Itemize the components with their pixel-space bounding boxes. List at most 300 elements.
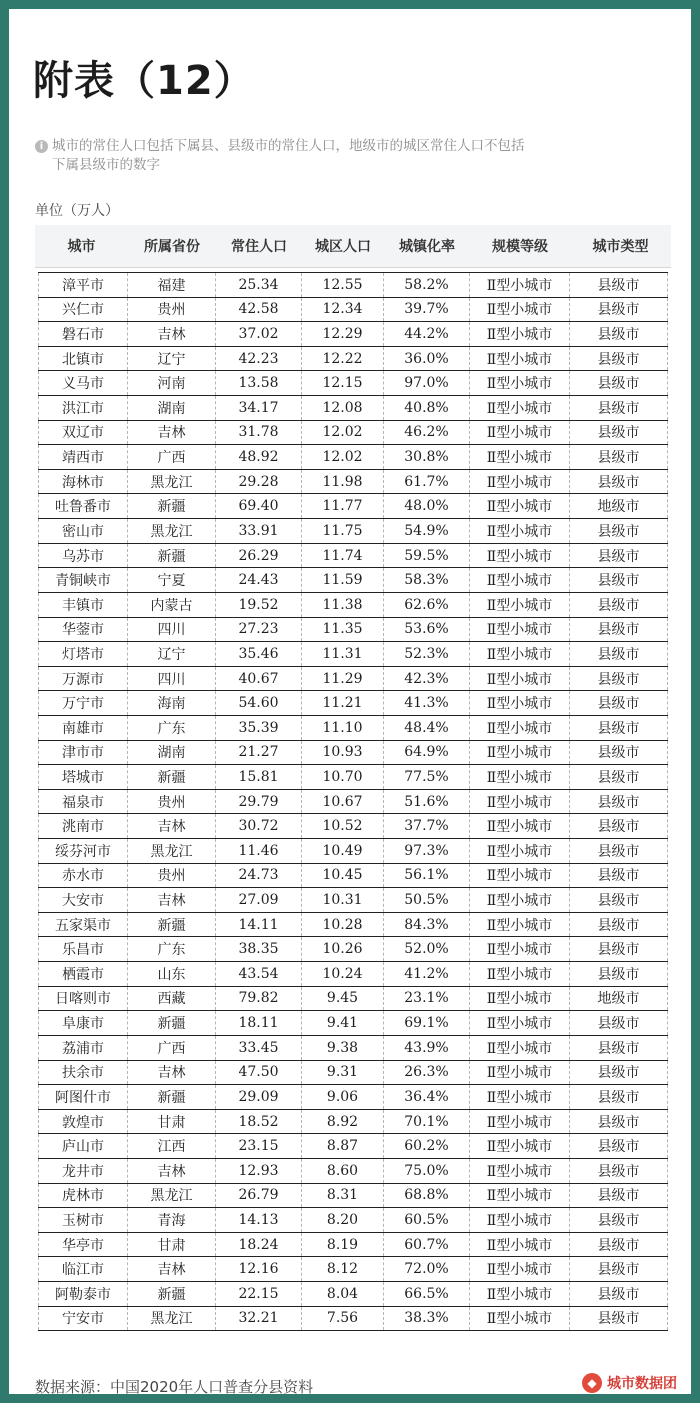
cell-city-type: 县级市 — [570, 790, 668, 814]
cell-city: 兴仁市 — [38, 298, 128, 322]
cell-province: 吉林 — [128, 888, 216, 912]
cell-scale-level: Ⅱ型小城市 — [470, 1110, 570, 1134]
cell-province: 辽宁 — [128, 642, 216, 666]
cell-scale-level: Ⅱ型小城市 — [470, 814, 570, 838]
cell-scale-level: Ⅱ型小城市 — [470, 913, 570, 937]
cell-province: 吉林 — [128, 1257, 216, 1281]
cell-urbanization-rate: 36.0% — [384, 347, 470, 371]
cell-city: 五家渠市 — [38, 913, 128, 937]
cell-urban-population: 12.08 — [302, 396, 384, 420]
cell-province: 广东 — [128, 937, 216, 961]
cell-city: 南雄市 — [38, 716, 128, 740]
cell-city-type: 地级市 — [570, 494, 668, 518]
cell-scale-level: Ⅱ型小城市 — [470, 322, 570, 346]
table-row — [38, 347, 668, 372]
cell-resident-population: 13.58 — [216, 371, 302, 395]
cell-urban-population: 10.28 — [302, 913, 384, 937]
cell-urban-population: 9.38 — [302, 1036, 384, 1060]
header-city-type: 城市类型 — [592, 239, 649, 255]
cell-province: 青海 — [128, 1208, 216, 1232]
cell-province: 江西 — [128, 1134, 216, 1158]
cell-city: 吐鲁番市 — [38, 494, 128, 518]
table-row — [38, 273, 668, 298]
table-row — [38, 962, 668, 987]
cell-city-type: 县级市 — [570, 1184, 668, 1208]
table-row — [38, 371, 668, 396]
header-resident-population: 常住人口 — [231, 239, 287, 255]
cell-city: 华蓥市 — [38, 618, 128, 642]
cell-urbanization-rate: 58.3% — [384, 568, 470, 592]
cell-scale-level: Ⅱ型小城市 — [470, 618, 570, 642]
cell-scale-level: Ⅱ型小城市 — [470, 839, 570, 863]
table-row — [38, 1061, 668, 1086]
cell-city-type: 县级市 — [570, 298, 668, 322]
cell-urban-population: 8.20 — [302, 1208, 384, 1232]
cell-city: 塔城市 — [38, 765, 128, 789]
cell-urban-population: 8.04 — [302, 1282, 384, 1306]
cell-city-type: 县级市 — [570, 421, 668, 445]
table-row — [38, 716, 668, 741]
page-title: 附表（12） — [33, 58, 255, 104]
cell-resident-population: 79.82 — [216, 987, 302, 1011]
cell-city: 敦煌市 — [38, 1110, 128, 1134]
cell-resident-population: 35.39 — [216, 716, 302, 740]
cell-resident-population: 48.92 — [216, 445, 302, 469]
brand-mark — [582, 1373, 677, 1393]
header-city: 城市 — [67, 239, 96, 255]
cell-resident-population: 37.02 — [216, 322, 302, 346]
cell-city-type: 县级市 — [570, 1061, 668, 1085]
cell-city: 阿勒泰市 — [38, 1282, 128, 1306]
table-row — [38, 568, 668, 593]
cell-province: 新疆 — [128, 494, 216, 518]
cell-scale-level: Ⅱ型小城市 — [470, 544, 570, 568]
cell-resident-population: 27.23 — [216, 618, 302, 642]
cell-urbanization-rate: 52.3% — [384, 642, 470, 666]
cell-scale-level: Ⅱ型小城市 — [470, 642, 570, 666]
cell-province: 黑龙江 — [128, 839, 216, 863]
cell-urban-population: 11.38 — [302, 593, 384, 617]
table-row — [38, 814, 668, 839]
cell-province: 新疆 — [128, 544, 216, 568]
cell-resident-population: 14.11 — [216, 913, 302, 937]
cell-province: 四川 — [128, 667, 216, 691]
cell-urban-population: 10.31 — [302, 888, 384, 912]
cell-urban-population: 8.87 — [302, 1134, 384, 1158]
cell-resident-population: 34.17 — [216, 396, 302, 420]
cell-urbanization-rate: 60.7% — [384, 1233, 470, 1257]
cell-scale-level: Ⅱ型小城市 — [470, 1134, 570, 1158]
cell-province: 吉林 — [128, 1159, 216, 1183]
cell-city: 海林市 — [38, 470, 128, 494]
cell-urban-population: 10.24 — [302, 962, 384, 986]
table-row — [38, 667, 668, 692]
cell-urban-population: 12.02 — [302, 421, 384, 445]
cell-city-type: 县级市 — [570, 396, 668, 420]
cell-province: 湖南 — [128, 741, 216, 765]
cell-scale-level: Ⅱ型小城市 — [470, 298, 570, 322]
cell-scale-level: Ⅱ型小城市 — [470, 962, 570, 986]
cell-scale-level: Ⅱ型小城市 — [470, 273, 570, 297]
header-scale-level: 规模等级 — [492, 239, 548, 255]
cell-urban-population: 12.55 — [302, 273, 384, 297]
cell-city: 义马市 — [38, 371, 128, 395]
cell-urbanization-rate: 64.9% — [384, 741, 470, 765]
cell-city-type: 县级市 — [570, 765, 668, 789]
cell-province: 黑龙江 — [128, 1184, 216, 1208]
cell-city: 密山市 — [38, 519, 128, 543]
table-row — [38, 913, 668, 938]
cell-urbanization-rate: 38.3% — [384, 1307, 470, 1331]
cell-city: 临江市 — [38, 1257, 128, 1281]
cell-resident-population: 29.79 — [216, 790, 302, 814]
cell-urban-population: 11.21 — [302, 691, 384, 715]
cell-urban-population: 12.15 — [302, 371, 384, 395]
cell-resident-population: 14.13 — [216, 1208, 302, 1232]
table-row — [38, 937, 668, 962]
cell-urban-population: 11.75 — [302, 519, 384, 543]
cell-province: 福建 — [128, 273, 216, 297]
cell-urbanization-rate: 59.5% — [384, 544, 470, 568]
cell-city: 乌苏市 — [38, 544, 128, 568]
cell-city-type: 县级市 — [570, 1110, 668, 1134]
cell-city: 荔浦市 — [38, 1036, 128, 1060]
cell-urban-population: 10.26 — [302, 937, 384, 961]
cell-resident-population: 19.52 — [216, 593, 302, 617]
cell-urbanization-rate: 44.2% — [384, 322, 470, 346]
cell-scale-level: Ⅱ型小城市 — [470, 1184, 570, 1208]
cell-city-type: 县级市 — [570, 839, 668, 863]
cell-province: 甘肃 — [128, 1110, 216, 1134]
table-row — [38, 1036, 668, 1061]
cell-urbanization-rate: 58.2% — [384, 273, 470, 297]
cell-city-type: 县级市 — [570, 642, 668, 666]
cell-urbanization-rate: 56.1% — [384, 864, 470, 888]
cell-province: 新疆 — [128, 913, 216, 937]
cell-resident-population: 25.34 — [216, 273, 302, 297]
cell-city-type: 县级市 — [570, 347, 668, 371]
cell-urban-population: 10.93 — [302, 741, 384, 765]
cell-province: 黑龙江 — [128, 1307, 216, 1331]
cell-resident-population: 11.46 — [216, 839, 302, 863]
cell-city-type: 地级市 — [570, 987, 668, 1011]
page-card — [9, 9, 691, 1394]
cell-resident-population: 54.60 — [216, 691, 302, 715]
table-row — [38, 1134, 668, 1159]
table-row — [38, 445, 668, 470]
cell-city-type: 县级市 — [570, 1159, 668, 1183]
cell-city: 福泉市 — [38, 790, 128, 814]
cell-resident-population: 26.79 — [216, 1184, 302, 1208]
cell-resident-population: 18.24 — [216, 1233, 302, 1257]
cell-urbanization-rate: 97.3% — [384, 839, 470, 863]
cell-province: 西藏 — [128, 987, 216, 1011]
cell-city-type: 县级市 — [570, 322, 668, 346]
cell-scale-level: Ⅱ型小城市 — [470, 371, 570, 395]
cell-city-type: 县级市 — [570, 1282, 668, 1306]
cell-urban-population: 12.29 — [302, 322, 384, 346]
cell-urban-population: 11.10 — [302, 716, 384, 740]
cell-urbanization-rate: 69.1% — [384, 1011, 470, 1035]
cell-urbanization-rate: 40.8% — [384, 396, 470, 420]
note-text — [35, 137, 595, 175]
note-line-1: 城市的常住人口包括下属县、县级市的常住人口，地级市的城区常住人口不包括 — [52, 138, 525, 154]
cell-urban-population: 9.06 — [302, 1085, 384, 1109]
table-row — [38, 1159, 668, 1184]
cell-province: 河南 — [128, 371, 216, 395]
cell-scale-level: Ⅱ型小城市 — [470, 1307, 570, 1331]
cell-province: 吉林 — [128, 421, 216, 445]
cell-resident-population: 35.46 — [216, 642, 302, 666]
cell-urbanization-rate: 37.7% — [384, 814, 470, 838]
table-row — [38, 790, 668, 815]
table-row — [38, 888, 668, 913]
table-header — [35, 225, 671, 268]
cell-city-type: 县级市 — [570, 691, 668, 715]
cell-resident-population: 23.15 — [216, 1134, 302, 1158]
header-province: 所属省份 — [144, 239, 200, 255]
info-icon: i — [35, 140, 48, 153]
cell-city: 北镇市 — [38, 347, 128, 371]
cell-urban-population: 11.29 — [302, 667, 384, 691]
cell-province: 吉林 — [128, 322, 216, 346]
table-row — [38, 1085, 668, 1110]
cell-resident-population: 30.72 — [216, 814, 302, 838]
cell-urbanization-rate: 23.1% — [384, 987, 470, 1011]
cell-province: 吉林 — [128, 814, 216, 838]
cell-resident-population: 33.91 — [216, 519, 302, 543]
cell-scale-level: Ⅱ型小城市 — [470, 494, 570, 518]
cell-scale-level: Ⅱ型小城市 — [470, 445, 570, 469]
cell-city-type: 县级市 — [570, 470, 668, 494]
cell-scale-level: Ⅱ型小城市 — [470, 1036, 570, 1060]
cell-urban-population: 12.22 — [302, 347, 384, 371]
cell-city-type: 县级市 — [570, 1036, 668, 1060]
cell-province: 吉林 — [128, 1061, 216, 1085]
table-row — [38, 593, 668, 618]
cell-scale-level: Ⅱ型小城市 — [470, 1257, 570, 1281]
cell-urbanization-rate: 30.8% — [384, 445, 470, 469]
cell-urbanization-rate: 52.0% — [384, 937, 470, 961]
cell-urbanization-rate: 60.2% — [384, 1134, 470, 1158]
table-row — [38, 1257, 668, 1282]
cell-city: 津市市 — [38, 741, 128, 765]
cell-urban-population: 8.12 — [302, 1257, 384, 1281]
cell-city: 万宁市 — [38, 691, 128, 715]
table-row — [38, 642, 668, 667]
cell-city: 阿图什市 — [38, 1085, 128, 1109]
cell-urbanization-rate: 72.0% — [384, 1257, 470, 1281]
cell-urbanization-rate: 75.0% — [384, 1159, 470, 1183]
cell-province: 湖南 — [128, 396, 216, 420]
cell-urban-population: 11.74 — [302, 544, 384, 568]
cell-urban-population: 9.31 — [302, 1061, 384, 1085]
cell-scale-level: Ⅱ型小城市 — [470, 691, 570, 715]
cell-city: 丰镇市 — [38, 593, 128, 617]
cell-city: 阜康市 — [38, 1011, 128, 1035]
cell-city: 宁安市 — [38, 1307, 128, 1331]
unit-label: 单位（万人） — [35, 203, 119, 219]
cell-resident-population: 31.78 — [216, 421, 302, 445]
cell-urbanization-rate: 97.0% — [384, 371, 470, 395]
cell-scale-level: Ⅱ型小城市 — [470, 470, 570, 494]
cell-urban-population: 10.49 — [302, 839, 384, 863]
cell-resident-population: 12.93 — [216, 1159, 302, 1183]
cell-scale-level: Ⅱ型小城市 — [470, 765, 570, 789]
cell-city: 洪江市 — [38, 396, 128, 420]
table-row — [38, 1184, 668, 1209]
cell-urban-population: 8.60 — [302, 1159, 384, 1183]
table-row — [38, 618, 668, 643]
cell-province: 四川 — [128, 618, 216, 642]
cell-urbanization-rate: 53.6% — [384, 618, 470, 642]
cell-scale-level: Ⅱ型小城市 — [470, 888, 570, 912]
cell-province: 贵州 — [128, 298, 216, 322]
cell-province: 贵州 — [128, 790, 216, 814]
cell-city-type: 县级市 — [570, 1134, 668, 1158]
cell-scale-level: Ⅱ型小城市 — [470, 593, 570, 617]
header-urban-population: 城区人口 — [315, 239, 371, 255]
cell-city: 洮南市 — [38, 814, 128, 838]
cell-city-type: 县级市 — [570, 667, 668, 691]
cell-scale-level: Ⅱ型小城市 — [470, 1233, 570, 1257]
cell-urban-population: 10.70 — [302, 765, 384, 789]
cell-resident-population: 29.28 — [216, 470, 302, 494]
cell-city-type: 县级市 — [570, 273, 668, 297]
cell-scale-level: Ⅱ型小城市 — [470, 1085, 570, 1109]
cell-resident-population: 33.45 — [216, 1036, 302, 1060]
cell-urban-population: 11.98 — [302, 470, 384, 494]
cell-scale-level: Ⅱ型小城市 — [470, 1011, 570, 1035]
cell-urban-population: 8.19 — [302, 1233, 384, 1257]
cell-urbanization-rate: 66.5% — [384, 1282, 470, 1306]
brand-name: 城市数据团 — [607, 1376, 677, 1392]
cell-urbanization-rate: 36.4% — [384, 1085, 470, 1109]
cell-city-type: 县级市 — [570, 1208, 668, 1232]
cell-resident-population: 40.67 — [216, 667, 302, 691]
table-row — [38, 298, 668, 323]
cell-city-type: 县级市 — [570, 864, 668, 888]
cell-city: 绥芬河市 — [38, 839, 128, 863]
cell-city-type: 县级市 — [570, 544, 668, 568]
cell-resident-population: 24.43 — [216, 568, 302, 592]
cell-urbanization-rate: 41.3% — [384, 691, 470, 715]
table-row — [38, 1307, 668, 1332]
table-row — [38, 421, 668, 446]
cell-city-type: 县级市 — [570, 1307, 668, 1331]
cell-urbanization-rate: 50.5% — [384, 888, 470, 912]
cell-resident-population: 21.27 — [216, 741, 302, 765]
cell-urban-population: 10.52 — [302, 814, 384, 838]
cell-city: 庐山市 — [38, 1134, 128, 1158]
table-row — [38, 1110, 668, 1135]
cell-city-type: 县级市 — [570, 962, 668, 986]
cell-urban-population: 8.31 — [302, 1184, 384, 1208]
cell-scale-level: Ⅱ型小城市 — [470, 519, 570, 543]
cell-city: 靖西市 — [38, 445, 128, 469]
cell-resident-population: 42.58 — [216, 298, 302, 322]
cell-scale-level: Ⅱ型小城市 — [470, 667, 570, 691]
cell-city: 灯塔市 — [38, 642, 128, 666]
cell-resident-population: 69.40 — [216, 494, 302, 518]
cell-urbanization-rate: 48.0% — [384, 494, 470, 518]
table-row — [38, 1282, 668, 1307]
cell-urbanization-rate: 61.7% — [384, 470, 470, 494]
cell-city-type: 县级市 — [570, 1233, 668, 1257]
cell-urban-population: 12.02 — [302, 445, 384, 469]
table-row — [38, 544, 668, 569]
cell-province: 黑龙江 — [128, 470, 216, 494]
cell-province: 新疆 — [128, 1085, 216, 1109]
cell-urbanization-rate: 26.3% — [384, 1061, 470, 1085]
cell-resident-population: 12.16 — [216, 1257, 302, 1281]
cell-urbanization-rate: 42.3% — [384, 667, 470, 691]
cell-resident-population: 32.21 — [216, 1307, 302, 1331]
cell-scale-level: Ⅱ型小城市 — [470, 396, 570, 420]
cell-urban-population: 10.67 — [302, 790, 384, 814]
cell-province: 新疆 — [128, 1282, 216, 1306]
cell-resident-population: 26.29 — [216, 544, 302, 568]
cell-urbanization-rate: 46.2% — [384, 421, 470, 445]
cell-resident-population: 38.35 — [216, 937, 302, 961]
table-row — [38, 765, 668, 790]
cell-city: 乐昌市 — [38, 937, 128, 961]
cell-province: 广东 — [128, 716, 216, 740]
cell-scale-level: Ⅱ型小城市 — [470, 1061, 570, 1085]
cell-province: 海南 — [128, 691, 216, 715]
cell-province: 黑龙江 — [128, 519, 216, 543]
cell-resident-population: 18.11 — [216, 1011, 302, 1035]
cell-resident-population: 18.52 — [216, 1110, 302, 1134]
table-row — [38, 470, 668, 495]
cell-scale-level: Ⅱ型小城市 — [470, 741, 570, 765]
cell-province: 辽宁 — [128, 347, 216, 371]
cell-scale-level: Ⅱ型小城市 — [470, 864, 570, 888]
cell-resident-population: 47.50 — [216, 1061, 302, 1085]
cell-urbanization-rate: 39.7% — [384, 298, 470, 322]
cell-city: 日喀则市 — [38, 987, 128, 1011]
cell-resident-population: 22.15 — [216, 1282, 302, 1306]
brand-logo-icon: ◆ — [582, 1373, 602, 1393]
cell-city-type: 县级市 — [570, 1085, 668, 1109]
cell-urban-population: 7.56 — [302, 1307, 384, 1331]
cell-city-type: 县级市 — [570, 371, 668, 395]
table-row — [38, 494, 668, 519]
cell-city: 双辽市 — [38, 421, 128, 445]
cell-urban-population: 8.92 — [302, 1110, 384, 1134]
cell-province: 内蒙古 — [128, 593, 216, 617]
cell-urban-population: 11.31 — [302, 642, 384, 666]
cell-city-type: 县级市 — [570, 741, 668, 765]
cell-city-type: 县级市 — [570, 445, 668, 469]
cell-city: 万源市 — [38, 667, 128, 691]
cell-urban-population: 9.45 — [302, 987, 384, 1011]
cell-scale-level: Ⅱ型小城市 — [470, 1282, 570, 1306]
cell-city: 磐石市 — [38, 322, 128, 346]
cell-city: 青铜峡市 — [38, 568, 128, 592]
table-row — [38, 519, 668, 544]
cell-city: 玉树市 — [38, 1208, 128, 1232]
cell-urbanization-rate: 77.5% — [384, 765, 470, 789]
cell-scale-level: Ⅱ型小城市 — [470, 987, 570, 1011]
table-row — [38, 1208, 668, 1233]
cell-urbanization-rate: 60.5% — [384, 1208, 470, 1232]
data-table — [35, 225, 671, 1331]
cell-scale-level: Ⅱ型小城市 — [470, 568, 570, 592]
cell-resident-population: 43.54 — [216, 962, 302, 986]
cell-city-type: 县级市 — [570, 716, 668, 740]
cell-resident-population: 24.73 — [216, 864, 302, 888]
